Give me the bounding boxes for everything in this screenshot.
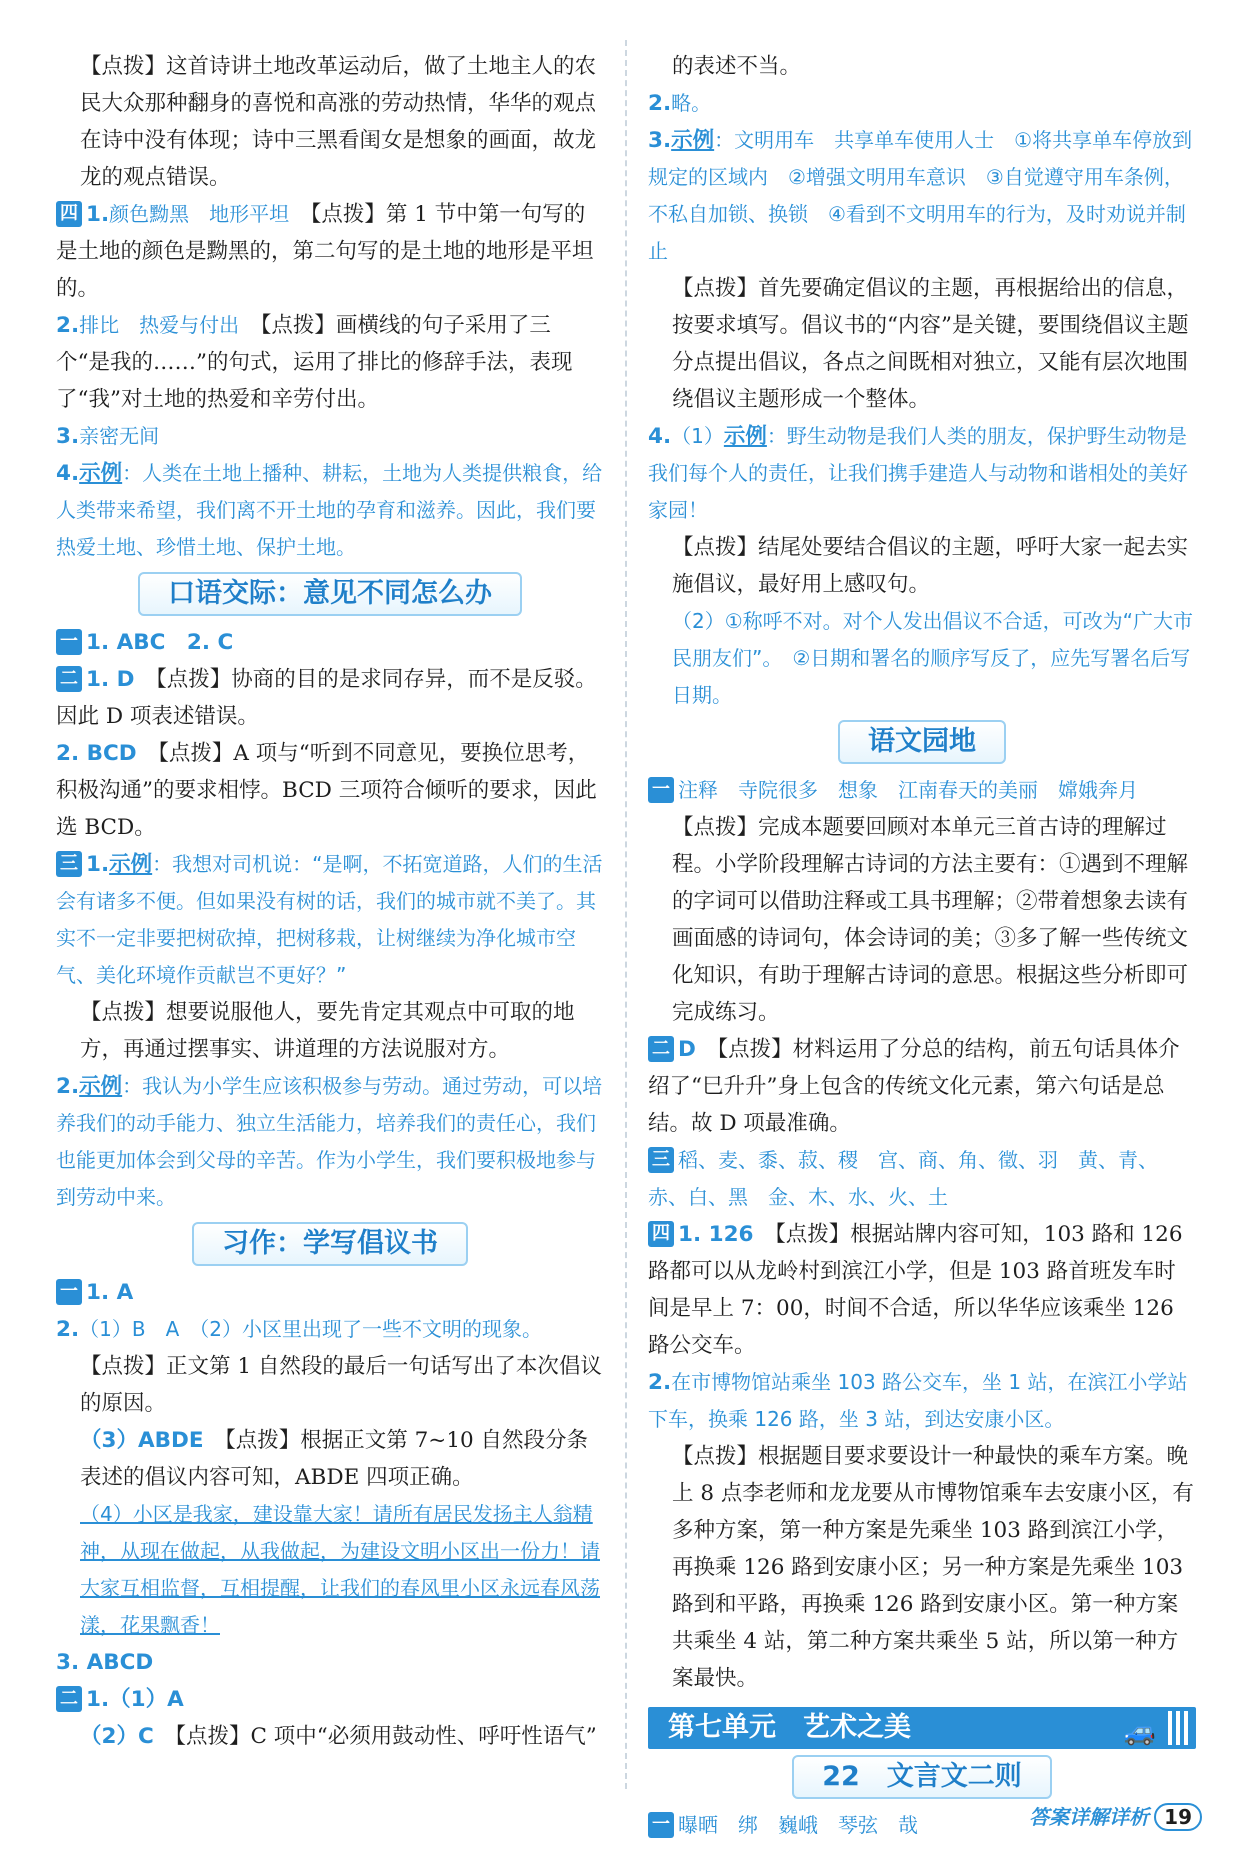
explanation: 【点拨】材料运用了分总的结构，前五句话具体介绍了“巳升升”身上包含的传统文化元素，第六句话是总结。故 D 项最准确。 xyxy=(648,1037,1180,1136)
question-number: 2. xyxy=(56,1317,80,1342)
answer: 1. D xyxy=(86,667,135,692)
banner-title: 习作：学写倡议书 xyxy=(192,1222,468,1266)
r3-exp: 【点拨】首先要确定倡议的主题，再根据给出的信息，按要求填写。倡议书的“内容”是关键，要围绕倡议主题分点提出倡议，各点之间既相对独立，又能有层次地围绕倡议主题形成一个整体。 xyxy=(672,276,1189,412)
answer: ：人类在土地上播种、耕耘，土地为人类提供粮食，给人类带来希望，我们离不开土地的孕育和滋养。因此，我们要热爱土地、珍惜土地、保护土地。 xyxy=(56,461,603,559)
x3 xyxy=(56,1644,604,1681)
example-tag: 示例 xyxy=(79,461,123,486)
y1-exp: 【点拨】完成本题要回顾对本单元三首古诗的理解过程。小学阶段理解古诗词的方法主要有：①遇到不理解的字词可以借助注释或工具书理解；②带着想象去读有画面感的诗词句，体会诗词的美；③多了解一些传统文化知识，有助于理解古诗词的意思。根据这些分析即可完成练习。 xyxy=(672,815,1189,1025)
answer: 1. A xyxy=(86,1280,134,1305)
question-number: 1. xyxy=(86,852,110,877)
section-mark: 二 xyxy=(56,666,82,692)
stripes-decoration xyxy=(1168,1711,1188,1745)
answer: ：文明用车 共享单车使用人士 ①将共享单车停放到规定的区域内 ②增强文明用车意识 ③自觉遵守用车条例，不私自加锁、换锁 ④看到不文明用车的行为，及时劝说并制止 xyxy=(648,128,1193,263)
answer: D xyxy=(678,1037,696,1062)
section-mark: 一 xyxy=(56,629,82,655)
question-number: 2. xyxy=(56,1074,80,1099)
section-mark: 一 xyxy=(648,1812,674,1838)
q4-3 xyxy=(56,418,604,455)
question-number: 2. xyxy=(648,91,672,116)
section-banner-oral xyxy=(56,572,604,616)
question-number: 2. xyxy=(648,1370,672,1395)
answer: ：我认为小学生应该积极参与劳动。通过劳动，可以培养我们的动手能力、独立生活能力，培养我们的责任心，我们也能更加体会到父母的辛苦。作为小学生，我们要积极地参与到劳动中来。 xyxy=(56,1074,603,1209)
answer: ：野生动物是我们人类的朋友，保护野生动物是我们每个人的责任，让我们携手建造人与动物和谐相处的美好家园！ xyxy=(648,424,1188,522)
answer: 1. ABC 2. C xyxy=(86,630,234,655)
explanation: 【点拨】画横线的句子采用了三个“是我的……”的句式，运用了排比的修辞手法，表现了“我”对土地的热爱和辛劳付出。 xyxy=(56,313,573,412)
k3-2 xyxy=(56,1068,604,1216)
y4-2-exp: 【点拨】根据题目要求要设计一种最快的乘车方案。晚上 8 点李老师和龙龙要从市博物馆乘车去安康小区，有多种方案，第一种方案是先乘坐 103 路到滨江小学，再换乘 126 路到安康小区；另一种方案是先乘坐 103 路到和平路，再换乘 126 路到安康小区。第一种方案共乘坐 4 站，第二种方案共乘坐 5 站，所以第一种方案最快。 xyxy=(672,1444,1194,1691)
question-number: 1. xyxy=(86,202,110,227)
question-number: 3. xyxy=(648,128,672,153)
page-number: 19 xyxy=(1154,1803,1202,1831)
section-banner-writing xyxy=(56,1222,604,1266)
section-mark: 四 xyxy=(648,1221,674,1247)
question-number: 4. xyxy=(56,461,80,486)
question-number: 3. xyxy=(56,424,80,449)
explanation: 【点拨】根据正文第 7~10 自然段分条表述的倡议内容可知，ABDE 四项正确。 xyxy=(80,1428,589,1490)
explanation: 【点拨】根据站牌内容可知，103 路和 126 路都可以从龙岭村到滨江小学，但是 103 路首班发车时间是早上 7：00，时间不合适，所以华华应该乘坐 126 路公交车。 xyxy=(648,1222,1183,1358)
answer: （2）C xyxy=(80,1724,154,1749)
r4-2: （2）①称呼不对。对个人发出倡议不合适，可改为“广大市民朋友们”。 ②日期和署名的顺序写反了，应先写署名后写日期。 xyxy=(672,609,1194,707)
unit-title: 第七单元 艺术之美 xyxy=(668,1712,911,1743)
x2-4: （4）小区是我家，建设靠大家！请所有居民发扬主人翁精神，从现在做起，从我做起，为建设文明小区出一份力！请大家互相监督，互相提醒，让我们的春风里小区永远春风荡漾，花果飘香！ xyxy=(80,1502,600,1637)
y4-2 xyxy=(648,1364,1196,1438)
banner-title: 口语交际：意见不同怎么办 xyxy=(138,572,522,616)
x2-exp: 【点拨】正文第 1 自然段的最后一句话写出了本次倡议的原因。 xyxy=(80,1354,602,1416)
explanation: 【点拨】C 项中“必须用鼓动性、呼吁性语气” xyxy=(175,1724,597,1749)
example-tag: 示例 xyxy=(723,424,767,449)
x1 xyxy=(56,1274,604,1311)
answer: 注释 寺院很多 想象 江南春天的美丽 嫦娥奔月 xyxy=(678,778,1138,802)
k2-1 xyxy=(56,661,604,735)
footer-label: 答案详解详析 xyxy=(1029,1805,1150,1829)
q4-1 xyxy=(56,196,604,307)
r3 xyxy=(648,122,1196,270)
y1 xyxy=(648,772,1196,809)
y4-1 xyxy=(648,1216,1196,1364)
r4-1 xyxy=(648,418,1196,529)
x2-3 xyxy=(56,1422,604,1496)
banner-title: 语文园地 xyxy=(838,720,1006,764)
unit-banner xyxy=(648,1707,1196,1749)
left-column xyxy=(56,48,604,1755)
answer: （1）B A （2）小区里出现了一些不文明的现象。 xyxy=(79,1317,542,1341)
answer: 1. 126 xyxy=(678,1222,754,1247)
x2 xyxy=(56,1311,604,1348)
column-divider xyxy=(625,40,627,1789)
example-tag: 示例 xyxy=(109,852,153,877)
example-tag: 示例 xyxy=(79,1074,123,1099)
answer: ：我想对司机说：“是啊，不拓宽道路，人们的生活会有诸多不便。但如果没有树的话，我们的城市就不美了。其实不一定非要把树砍掉，把树移栽，让树继续为净化城市空气、美化环境作贡献岂不更好？” xyxy=(56,852,603,987)
r2 xyxy=(648,85,1196,122)
q4-2 xyxy=(56,307,604,418)
explanation: 【点拨】第 1 节中第一句写的是土地的颜色是黝黑的，第二句写的是土地的地形是平坦的。 xyxy=(56,202,594,301)
section-mark: 二 xyxy=(56,1686,82,1712)
section-mark: 二 xyxy=(648,1036,674,1062)
answer: 略。 xyxy=(671,91,712,115)
section-mark: 一 xyxy=(56,1279,82,1305)
k1 xyxy=(56,624,604,661)
answer: （3）ABDE xyxy=(80,1428,204,1453)
answer: 排比 热爱与付出 xyxy=(79,313,240,337)
lesson-title: 22 文言文二则 xyxy=(792,1755,1052,1799)
explanation: 【点拨】A 项与“听到不同意见，要换位思考，积极沟通”的要求相悖。BCD 三项符合倾听的要求，因此选 BCD。 xyxy=(56,741,597,840)
k3-1-exp: 【点拨】想要说服他人，要先肯定其观点中可取的地方，再通过摆事实、讲道理的方法说服对方。 xyxy=(80,1000,575,1062)
answer: 曝晒 绑 巍峨 琴弦 哉 xyxy=(678,1813,918,1837)
sub-number: （1） xyxy=(671,424,724,448)
x4-1 xyxy=(56,1681,604,1718)
answer: 2. BCD xyxy=(56,741,137,766)
example-tag: 示例 xyxy=(671,128,715,153)
r4-1-exp: 【点拨】结尾处要结合倡议的主题，呼吁大家一起去实施倡议，最好用上感叹句。 xyxy=(672,535,1189,597)
question-number: 2. xyxy=(56,313,80,338)
section-mark: 三 xyxy=(56,851,82,877)
car-icon: 🚙 xyxy=(1123,1717,1156,1747)
answer: 亲密无间 xyxy=(79,424,160,448)
section-mark: 三 xyxy=(648,1147,674,1173)
right-column xyxy=(648,48,1196,1844)
k2-2 xyxy=(56,735,604,846)
explanation: 【点拨】协商的目的是求同存异，而不是反驳。因此 D 项表述错误。 xyxy=(56,667,597,729)
q4-4 xyxy=(56,455,604,566)
r1: 的表述不当。 xyxy=(672,54,802,79)
question-number: 4. xyxy=(648,424,672,449)
section-banner-garden xyxy=(648,720,1196,764)
k3-1 xyxy=(56,846,604,994)
answer: 稻、麦、黍、菽、稷 宫、商、角、徵、羽 黄、青、赤、白、黑 金、木、水、火、土 xyxy=(648,1148,1158,1209)
y2 xyxy=(648,1031,1196,1142)
section-mark: 四 xyxy=(56,201,82,227)
y3 xyxy=(648,1142,1196,1216)
section-mark: 一 xyxy=(648,777,674,803)
x4-2 xyxy=(56,1718,604,1755)
answer: 在市博物馆站乘坐 103 路公交车，坐 1 站，在滨江小学站下车，换乘 126 路，坐 3 站，到达安康小区。 xyxy=(648,1370,1188,1431)
answer: 颜色黝黑 地形平坦 xyxy=(109,202,290,226)
answer: 3. ABCD xyxy=(56,1650,154,1675)
answer: 1.（1）A xyxy=(86,1687,184,1712)
lesson-banner xyxy=(648,1755,1196,1799)
paragraph: 【点拨】这首诗讲土地改革运动后，做了土地主人的农民大众那种翻身的喜悦和高涨的劳动热情，华华的观点在诗中没有体现；诗中三黑看闺女是想象的画面，故龙龙的观点错误。 xyxy=(80,54,597,190)
page-footer xyxy=(1029,1801,1202,1831)
